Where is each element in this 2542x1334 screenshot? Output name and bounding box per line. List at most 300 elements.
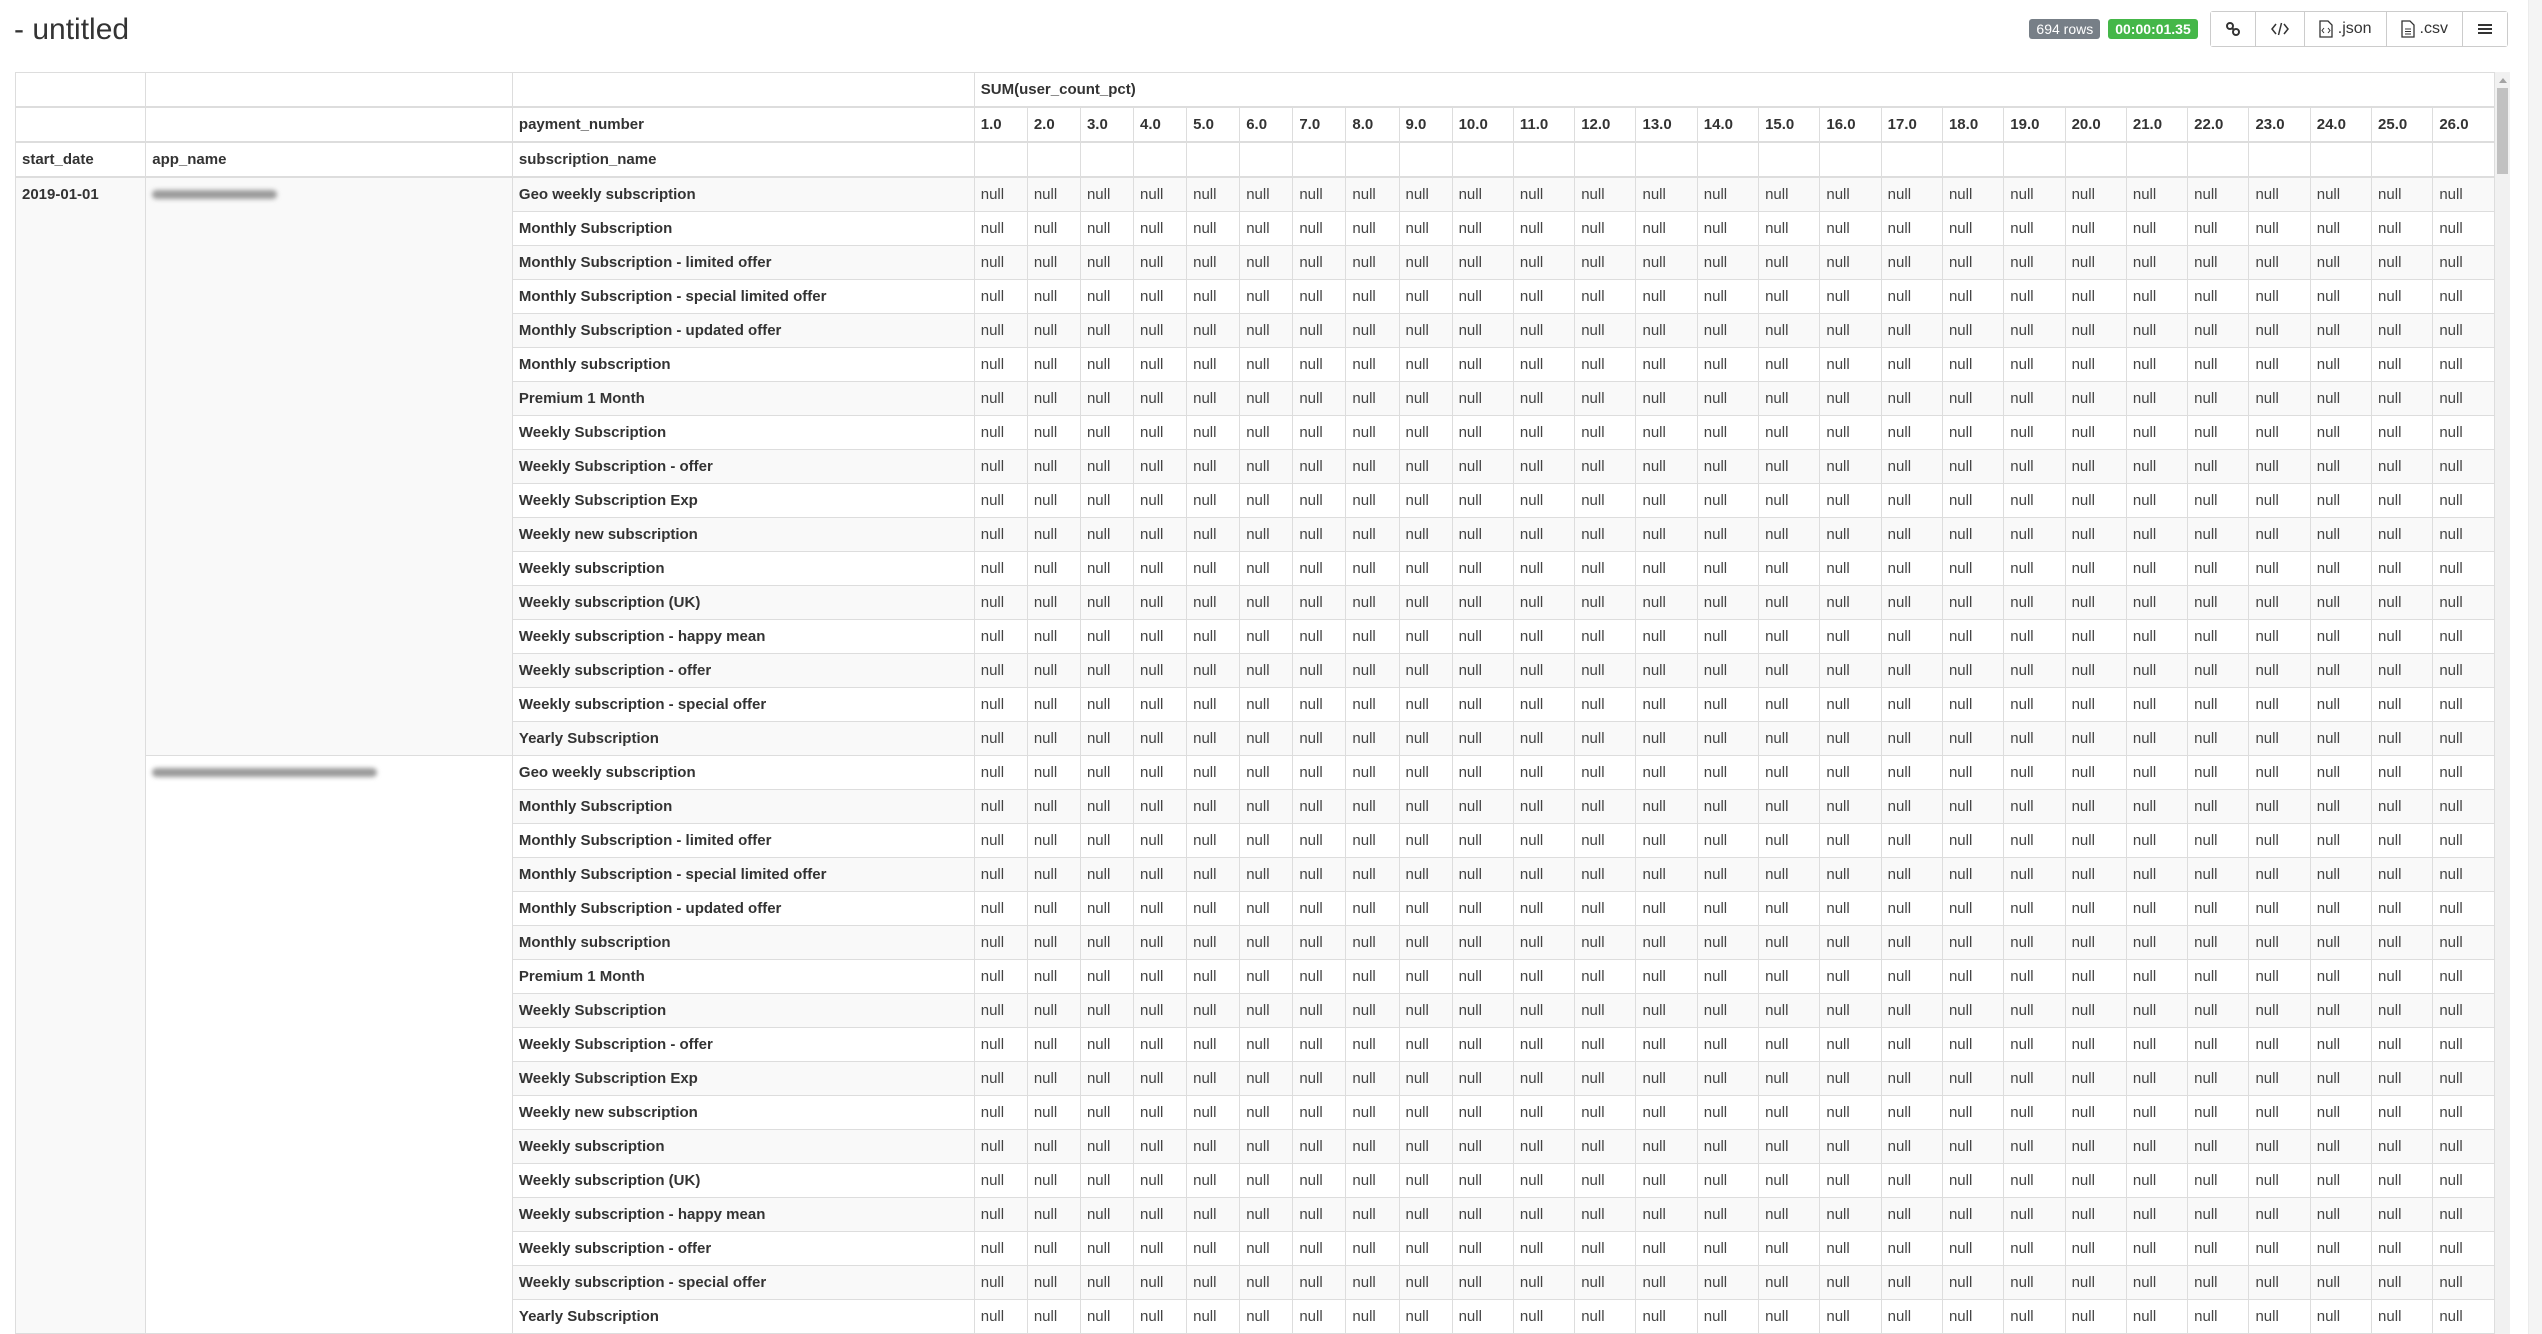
value-cell: null bbox=[1942, 450, 2003, 484]
value-cell: null bbox=[2004, 756, 2065, 790]
empty-header-cell bbox=[1293, 142, 1346, 177]
value-cell: null bbox=[1080, 1096, 1133, 1130]
value-cell: null bbox=[1027, 926, 1080, 960]
value-cell: null bbox=[1697, 1130, 1758, 1164]
subscription-name-cell: Monthly Subscription - special limited offer bbox=[512, 858, 974, 892]
export-json-button[interactable] bbox=[2305, 12, 2387, 46]
value-cell: null bbox=[1187, 756, 1240, 790]
value-cell: null bbox=[2004, 960, 2065, 994]
payment-number-header[interactable]: 1.0 bbox=[974, 107, 1027, 142]
value-cell: null bbox=[2372, 1164, 2433, 1198]
value-cell: null bbox=[1697, 1266, 1758, 1300]
value-cell: null bbox=[2249, 926, 2310, 960]
payment-number-header[interactable]: 22.0 bbox=[2188, 107, 2249, 142]
payment-number-header[interactable]: 17.0 bbox=[1881, 107, 1942, 142]
value-cell: null bbox=[1452, 1062, 1513, 1096]
value-cell: null bbox=[2065, 1198, 2126, 1232]
value-cell: null bbox=[1820, 484, 1881, 518]
value-cell: null bbox=[2249, 416, 2310, 450]
value-cell: null bbox=[2126, 1096, 2187, 1130]
value-cell: null bbox=[1346, 382, 1399, 416]
value-cell: null bbox=[1881, 1300, 1942, 1334]
payment-number-header[interactable]: 16.0 bbox=[1820, 107, 1881, 142]
value-cell: null bbox=[1080, 552, 1133, 586]
payment-number-header[interactable]: 18.0 bbox=[1942, 107, 2003, 142]
value-cell: null bbox=[1881, 348, 1942, 382]
value-cell: null bbox=[2249, 960, 2310, 994]
value-cell: null bbox=[974, 1198, 1027, 1232]
empty-header-cell bbox=[146, 107, 513, 142]
value-cell: null bbox=[1399, 314, 1452, 348]
value-cell: null bbox=[2249, 518, 2310, 552]
value-cell: null bbox=[2433, 518, 2495, 552]
value-cell: null bbox=[1027, 1164, 1080, 1198]
value-cell: null bbox=[1452, 586, 1513, 620]
value-cell: null bbox=[1452, 1300, 1513, 1334]
value-cell: null bbox=[2188, 1300, 2249, 1334]
value-cell: null bbox=[1346, 994, 1399, 1028]
value-cell: null bbox=[1134, 1164, 1187, 1198]
value-cell: null bbox=[1942, 246, 2003, 280]
value-cell: null bbox=[2188, 756, 2249, 790]
value-cell: null bbox=[1134, 824, 1187, 858]
value-cell: null bbox=[1399, 1266, 1452, 1300]
value-cell: null bbox=[1697, 688, 1758, 722]
value-cell: null bbox=[1513, 1198, 1574, 1232]
subscription-name-cell: Weekly subscription - offer bbox=[512, 1232, 974, 1266]
value-cell: null bbox=[1187, 1096, 1240, 1130]
value-cell: null bbox=[2433, 1062, 2495, 1096]
value-cell: null bbox=[974, 994, 1027, 1028]
value-cell: null bbox=[1636, 1266, 1697, 1300]
value-cell: null bbox=[2310, 212, 2371, 246]
value-cell: null bbox=[974, 348, 1027, 382]
value-cell: null bbox=[1820, 1266, 1881, 1300]
value-cell: null bbox=[1399, 824, 1452, 858]
value-cell: null bbox=[1293, 756, 1346, 790]
value-cell: null bbox=[1027, 1062, 1080, 1096]
value-cell: null bbox=[2126, 892, 2187, 926]
value-cell: null bbox=[1080, 314, 1133, 348]
value-cell: null bbox=[1399, 722, 1452, 756]
value-cell: null bbox=[1187, 1266, 1240, 1300]
value-cell: null bbox=[1759, 1300, 1820, 1334]
value-cell: null bbox=[974, 382, 1027, 416]
value-cell: null bbox=[1452, 348, 1513, 382]
value-cell: null bbox=[1027, 1130, 1080, 1164]
row-count-badge: 694 rows bbox=[2029, 19, 2100, 39]
value-cell: null bbox=[1820, 246, 1881, 280]
value-cell: null bbox=[1452, 314, 1513, 348]
value-cell: null bbox=[1820, 518, 1881, 552]
value-cell: null bbox=[2433, 1096, 2495, 1130]
value-cell: null bbox=[1399, 348, 1452, 382]
scroll-up-arrow-icon[interactable] bbox=[2499, 78, 2507, 83]
value-cell: null bbox=[1513, 518, 1574, 552]
value-cell: null bbox=[1027, 620, 1080, 654]
value-cell: null bbox=[1513, 620, 1574, 654]
value-cell: null bbox=[1759, 858, 1820, 892]
value-cell: null bbox=[2372, 1232, 2433, 1266]
value-cell: null bbox=[1513, 246, 1574, 280]
value-cell: null bbox=[2249, 1062, 2310, 1096]
value-cell: null bbox=[1399, 1164, 1452, 1198]
value-cell: null bbox=[2433, 1028, 2495, 1062]
value-cell: null bbox=[1346, 314, 1399, 348]
payment-number-header[interactable]: 23.0 bbox=[2249, 107, 2310, 142]
value-cell: null bbox=[1513, 926, 1574, 960]
value-cell: null bbox=[1240, 484, 1293, 518]
value-cell: null bbox=[2126, 722, 2187, 756]
value-cell: null bbox=[2065, 620, 2126, 654]
value-cell: null bbox=[1187, 824, 1240, 858]
value-cell: null bbox=[2065, 212, 2126, 246]
value-cell: null bbox=[1513, 552, 1574, 586]
payment-number-header[interactable]: 5.0 bbox=[1187, 107, 1240, 142]
value-cell: null bbox=[2188, 994, 2249, 1028]
value-cell: null bbox=[1820, 552, 1881, 586]
value-cell: null bbox=[1881, 484, 1942, 518]
value-cell: null bbox=[1399, 177, 1452, 212]
value-cell: null bbox=[2310, 1266, 2371, 1300]
value-cell: null bbox=[2372, 246, 2433, 280]
value-cell: null bbox=[2249, 722, 2310, 756]
value-cell: null bbox=[2249, 654, 2310, 688]
value-cell: null bbox=[1942, 1062, 2003, 1096]
payment-number-header[interactable]: 6.0 bbox=[1240, 107, 1293, 142]
value-cell: null bbox=[1636, 382, 1697, 416]
value-cell: null bbox=[2004, 348, 2065, 382]
value-cell: null bbox=[2433, 416, 2495, 450]
value-cell: null bbox=[1240, 1164, 1293, 1198]
value-cell: null bbox=[1636, 1130, 1697, 1164]
value-cell: null bbox=[1513, 1096, 1574, 1130]
value-cell: null bbox=[2004, 450, 2065, 484]
value-cell: null bbox=[1134, 1028, 1187, 1062]
value-cell: null bbox=[1575, 960, 1636, 994]
value-cell: null bbox=[2065, 926, 2126, 960]
value-cell: null bbox=[1942, 484, 2003, 518]
value-cell: null bbox=[1293, 722, 1346, 756]
value-cell: null bbox=[1293, 450, 1346, 484]
payment-number-header[interactable]: 20.0 bbox=[2065, 107, 2126, 142]
subscription-name-cell: Weekly Subscription - offer bbox=[512, 1028, 974, 1062]
value-cell: null bbox=[1346, 280, 1399, 314]
value-cell: null bbox=[1697, 994, 1758, 1028]
value-cell: null bbox=[1575, 1062, 1636, 1096]
value-cell: null bbox=[2433, 348, 2495, 382]
value-cell: null bbox=[1942, 1300, 2003, 1334]
payment-number-header[interactable]: 9.0 bbox=[1399, 107, 1452, 142]
value-cell: null bbox=[2004, 1232, 2065, 1266]
value-cell: null bbox=[1452, 518, 1513, 552]
value-cell: null bbox=[1399, 756, 1452, 790]
payment-number-header[interactable]: 10.0 bbox=[1452, 107, 1513, 142]
query-timer-badge: 00:00:01.35 bbox=[2108, 19, 2198, 39]
value-cell: null bbox=[2065, 1164, 2126, 1198]
value-cell: null bbox=[1080, 1130, 1133, 1164]
value-cell: null bbox=[1513, 586, 1574, 620]
value-cell: null bbox=[1399, 858, 1452, 892]
value-cell: null bbox=[1027, 484, 1080, 518]
value-cell: null bbox=[1513, 1130, 1574, 1164]
value-cell: null bbox=[1346, 960, 1399, 994]
value-cell: null bbox=[1452, 790, 1513, 824]
export-csv-button[interactable] bbox=[2387, 12, 2463, 46]
value-cell: null bbox=[2310, 246, 2371, 280]
value-cell: null bbox=[1293, 790, 1346, 824]
payment-number-header[interactable]: 7.0 bbox=[1293, 107, 1346, 142]
value-cell: null bbox=[1293, 1028, 1346, 1062]
payment-number-header[interactable]: 26.0 bbox=[2433, 107, 2495, 142]
value-cell: null bbox=[2004, 382, 2065, 416]
value-cell: null bbox=[1027, 1300, 1080, 1334]
value-cell: null bbox=[1636, 1198, 1697, 1232]
value-cell: null bbox=[1575, 314, 1636, 348]
value-cell: null bbox=[1942, 1096, 2003, 1130]
value-cell: null bbox=[2004, 1266, 2065, 1300]
value-cell: null bbox=[1759, 688, 1820, 722]
value-cell: null bbox=[2310, 790, 2371, 824]
value-cell: null bbox=[1027, 586, 1080, 620]
payment-number-header[interactable]: 25.0 bbox=[2372, 107, 2433, 142]
value-cell: null bbox=[1399, 552, 1452, 586]
value-cell: null bbox=[1346, 450, 1399, 484]
value-cell: null bbox=[974, 586, 1027, 620]
value-cell: null bbox=[1575, 1028, 1636, 1062]
payment-number-header[interactable]: 24.0 bbox=[2310, 107, 2371, 142]
payment-number-header[interactable]: 13.0 bbox=[1636, 107, 1697, 142]
value-cell: null bbox=[1759, 1028, 1820, 1062]
more-menu-button[interactable] bbox=[2463, 12, 2507, 46]
value-cell: null bbox=[1942, 790, 2003, 824]
copy-link-button[interactable] bbox=[2211, 12, 2256, 46]
value-cell: null bbox=[1881, 1198, 1942, 1232]
value-cell: null bbox=[1080, 790, 1133, 824]
payment-number-header[interactable]: 2.0 bbox=[1027, 107, 1080, 142]
value-cell: null bbox=[1293, 926, 1346, 960]
value-cell: null bbox=[1346, 552, 1399, 586]
value-cell: null bbox=[2126, 994, 2187, 1028]
value-cell: null bbox=[2065, 1232, 2126, 1266]
value-cell: null bbox=[2249, 1130, 2310, 1164]
value-cell: null bbox=[1820, 858, 1881, 892]
subscription-name-cell: Monthly Subscription - special limited offer bbox=[512, 280, 974, 314]
value-cell: null bbox=[1293, 892, 1346, 926]
value-cell: null bbox=[2065, 450, 2126, 484]
scrollbar-thumb[interactable] bbox=[2497, 88, 2508, 174]
value-cell: null bbox=[1134, 926, 1187, 960]
empty-header-cell bbox=[1820, 142, 1881, 177]
value-cell: null bbox=[1134, 892, 1187, 926]
value-cell: null bbox=[1820, 688, 1881, 722]
value-cell: null bbox=[1636, 1164, 1697, 1198]
value-cell: null bbox=[2433, 1232, 2495, 1266]
value-cell: null bbox=[2126, 620, 2187, 654]
table-vertical-scrollbar[interactable] bbox=[2495, 72, 2510, 1334]
value-cell: null bbox=[1636, 246, 1697, 280]
value-cell: null bbox=[1636, 518, 1697, 552]
payment-number-header[interactable]: 12.0 bbox=[1575, 107, 1636, 142]
payment-number-header[interactable]: 4.0 bbox=[1134, 107, 1187, 142]
value-cell: null bbox=[2372, 960, 2433, 994]
value-cell: null bbox=[1346, 518, 1399, 552]
value-cell: null bbox=[2126, 416, 2187, 450]
value-cell: null bbox=[1134, 1096, 1187, 1130]
value-cell: null bbox=[1240, 722, 1293, 756]
value-cell: null bbox=[1187, 688, 1240, 722]
row-dimension-header-start-date[interactable]: start_date bbox=[16, 142, 146, 177]
payment-number-header[interactable]: 11.0 bbox=[1513, 107, 1574, 142]
value-cell: null bbox=[1820, 756, 1881, 790]
payment-number-header[interactable]: 14.0 bbox=[1697, 107, 1758, 142]
value-cell: null bbox=[2249, 1164, 2310, 1198]
empty-header-cell bbox=[1575, 142, 1636, 177]
pivot-table-container[interactable] bbox=[15, 72, 2510, 1334]
value-cell: null bbox=[1942, 1164, 2003, 1198]
value-cell: null bbox=[1293, 246, 1346, 280]
value-cell: null bbox=[1293, 1062, 1346, 1096]
value-cell: null bbox=[2065, 484, 2126, 518]
value-cell: null bbox=[2310, 654, 2371, 688]
value-cell: null bbox=[1187, 177, 1240, 212]
value-cell: null bbox=[2372, 620, 2433, 654]
value-cell: null bbox=[1697, 484, 1758, 518]
value-cell: null bbox=[2249, 1028, 2310, 1062]
subscription-name-cell: Monthly subscription bbox=[512, 926, 974, 960]
value-cell: null bbox=[2004, 1130, 2065, 1164]
payment-number-header[interactable]: 8.0 bbox=[1346, 107, 1399, 142]
value-cell: null bbox=[1240, 790, 1293, 824]
value-cell: null bbox=[1820, 1300, 1881, 1334]
embed-code-button[interactable] bbox=[2256, 12, 2305, 46]
row-dimension-header-app-name[interactable]: app_name bbox=[146, 142, 513, 177]
value-cell: null bbox=[2433, 586, 2495, 620]
value-cell: null bbox=[1575, 484, 1636, 518]
value-cell: null bbox=[2188, 1028, 2249, 1062]
value-cell: null bbox=[1027, 212, 1080, 246]
value-cell: null bbox=[1240, 280, 1293, 314]
value-cell: null bbox=[974, 1028, 1027, 1062]
value-cell: null bbox=[1881, 314, 1942, 348]
value-cell: null bbox=[1881, 1130, 1942, 1164]
value-cell: null bbox=[1346, 858, 1399, 892]
payment-number-header[interactable]: 3.0 bbox=[1080, 107, 1133, 142]
value-cell: null bbox=[2065, 960, 2126, 994]
value-cell: null bbox=[1187, 722, 1240, 756]
value-cell: null bbox=[974, 246, 1027, 280]
value-cell: null bbox=[1346, 688, 1399, 722]
value-cell: null bbox=[1513, 824, 1574, 858]
empty-header-cell bbox=[16, 107, 146, 142]
value-cell: null bbox=[2065, 246, 2126, 280]
value-cell: null bbox=[1346, 620, 1399, 654]
value-cell: null bbox=[2188, 177, 2249, 212]
value-cell: null bbox=[1080, 926, 1133, 960]
value-cell: null bbox=[1080, 722, 1133, 756]
value-cell: null bbox=[1399, 1232, 1452, 1266]
value-cell: null bbox=[2310, 1130, 2371, 1164]
value-cell: null bbox=[1346, 722, 1399, 756]
value-cell: null bbox=[1293, 518, 1346, 552]
value-cell: null bbox=[1881, 994, 1942, 1028]
subscription-name-cell: Monthly Subscription - updated offer bbox=[512, 892, 974, 926]
value-cell: null bbox=[2065, 416, 2126, 450]
value-cell: null bbox=[974, 212, 1027, 246]
value-cell: null bbox=[1697, 1164, 1758, 1198]
value-cell: null bbox=[1636, 450, 1697, 484]
value-cell: null bbox=[1080, 280, 1133, 314]
value-cell: null bbox=[1636, 926, 1697, 960]
value-cell: null bbox=[2188, 1164, 2249, 1198]
value-cell: null bbox=[1187, 280, 1240, 314]
value-cell: null bbox=[1820, 1096, 1881, 1130]
value-cell: null bbox=[2188, 314, 2249, 348]
value-cell: null bbox=[1399, 1198, 1452, 1232]
value-cell: null bbox=[1080, 620, 1133, 654]
value-cell: null bbox=[1759, 382, 1820, 416]
payment-number-header[interactable]: 15.0 bbox=[1759, 107, 1820, 142]
value-cell: null bbox=[1452, 926, 1513, 960]
row-dimension-header-subscription-name[interactable]: subscription_name bbox=[512, 142, 974, 177]
value-cell: null bbox=[2065, 586, 2126, 620]
value-cell: null bbox=[2126, 586, 2187, 620]
value-cell: null bbox=[1942, 926, 2003, 960]
payment-number-header[interactable]: 19.0 bbox=[2004, 107, 2065, 142]
value-cell: null bbox=[2310, 280, 2371, 314]
value-cell: null bbox=[2249, 1300, 2310, 1334]
value-cell: null bbox=[1513, 1028, 1574, 1062]
value-cell: null bbox=[1575, 280, 1636, 314]
value-cell: null bbox=[1134, 960, 1187, 994]
value-cell: null bbox=[1293, 620, 1346, 654]
value-cell: null bbox=[1346, 756, 1399, 790]
value-cell: null bbox=[1399, 416, 1452, 450]
value-cell: null bbox=[974, 892, 1027, 926]
value-cell: null bbox=[974, 1232, 1027, 1266]
value-cell: null bbox=[1293, 212, 1346, 246]
value-cell: null bbox=[1187, 450, 1240, 484]
value-cell: null bbox=[1346, 892, 1399, 926]
value-cell: null bbox=[2433, 892, 2495, 926]
value-cell: null bbox=[2065, 1062, 2126, 1096]
value-cell: null bbox=[2004, 484, 2065, 518]
value-cell: null bbox=[2372, 756, 2433, 790]
value-cell: null bbox=[1759, 926, 1820, 960]
file-code-icon bbox=[2319, 20, 2333, 38]
value-cell: null bbox=[2372, 518, 2433, 552]
value-cell: null bbox=[2433, 688, 2495, 722]
value-cell: null bbox=[2310, 994, 2371, 1028]
value-cell: null bbox=[1452, 382, 1513, 416]
value-cell: null bbox=[2004, 654, 2065, 688]
payment-number-header[interactable]: 21.0 bbox=[2126, 107, 2187, 142]
value-cell: null bbox=[974, 1300, 1027, 1334]
value-cell: null bbox=[1881, 1164, 1942, 1198]
value-cell: null bbox=[2188, 212, 2249, 246]
value-cell: null bbox=[2249, 246, 2310, 280]
value-cell: null bbox=[1697, 1300, 1758, 1334]
value-cell: null bbox=[1346, 246, 1399, 280]
page-vertical-scrollbar[interactable] bbox=[2528, 0, 2542, 1334]
empty-header-cell bbox=[1080, 142, 1133, 177]
value-cell: null bbox=[2188, 1062, 2249, 1096]
value-cell: null bbox=[974, 484, 1027, 518]
value-cell: null bbox=[1697, 1062, 1758, 1096]
value-cell: null bbox=[1134, 1266, 1187, 1300]
value-cell: null bbox=[2126, 824, 2187, 858]
value-cell: null bbox=[2188, 450, 2249, 484]
